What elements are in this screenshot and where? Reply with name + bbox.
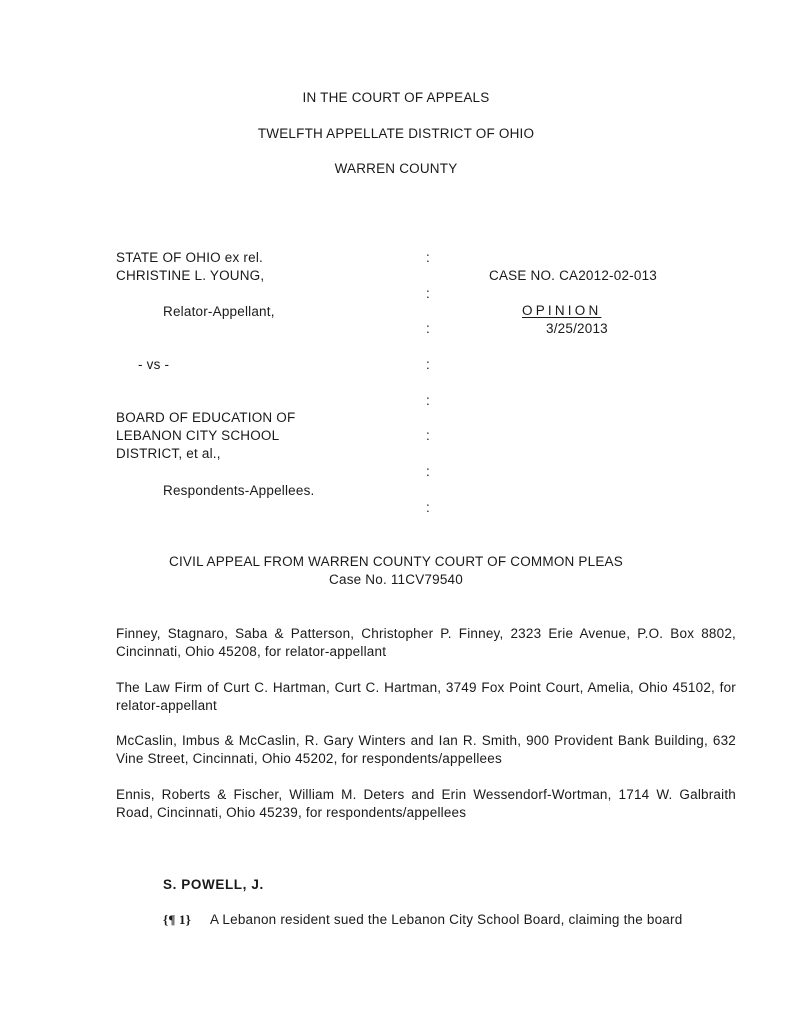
- counsel-entry: McCaslin, Imbus & McCaslin, R. Gary Winters and Ian R. Smith, 900 Provident Bank Building, 632 Vine Street, Cincinnati, Ohio 45202, for respondents/appellees: [116, 733, 736, 766]
- opinion-paragraph-text: A Lebanon resident sued the Lebanon City School Board, claiming the board: [210, 912, 683, 927]
- caption-separator: :: [426, 393, 430, 408]
- caption-separator: :: [426, 321, 430, 336]
- relator-name-line1: STATE OF OHIO ex rel.: [116, 250, 263, 265]
- trial-case-number: Case No. 11CV79540: [329, 572, 463, 587]
- case-number: CASE NO. CA2012-02-013: [489, 268, 657, 283]
- judge-name: S. POWELL, J.: [163, 877, 264, 892]
- opinion-label: OPINION: [522, 303, 602, 318]
- counsel-entry: Finney, Stagnaro, Saba & Patterson, Christopher P. Finney, 2323 Erie Avenue, P.O. Box 8802, Cincinnati, Ohio 45208, for relator-appellant: [116, 626, 736, 659]
- relator-role: Relator-Appellant,: [163, 304, 275, 319]
- caption-separator: :: [426, 500, 430, 515]
- respondent-name-line3: DISTRICT, et al.,: [116, 446, 221, 461]
- versus-label: - vs -: [138, 357, 170, 372]
- appeal-title: CIVIL APPEAL FROM WARREN COUNTY COURT OF COMMON PLEAS: [169, 554, 623, 569]
- respondent-name-line1: BOARD OF EDUCATION OF: [116, 410, 296, 425]
- caption-separator: :: [426, 250, 430, 265]
- respondent-role: Respondents-Appellees.: [163, 483, 315, 498]
- caption-separator: :: [426, 464, 430, 479]
- paragraph-marker: {¶ 1}: [163, 912, 192, 927]
- caption-separator: :: [426, 357, 430, 372]
- opinion-date: 3/25/2013: [546, 321, 608, 336]
- respondent-name-line2: LEBANON CITY SCHOOL: [116, 428, 280, 443]
- counsel-entry: The Law Firm of Curt C. Hartman, Curt C. Hartman, 3749 Fox Point Court, Amelia, Ohio 45102, for relator-appellant: [116, 680, 736, 713]
- relator-name-line2: CHRISTINE L. YOUNG,: [116, 268, 265, 283]
- counsel-entry: Ennis, Roberts & Fischer, William M. Deters and Erin Wessendorf-Wortman, 1714 W. Galbraith Road, Cincinnati, Ohio 45239, for respondents/appellees: [116, 787, 736, 820]
- appellate-district: TWELFTH APPELLATE DISTRICT OF OHIO: [257, 126, 535, 141]
- caption-separator: :: [426, 286, 430, 301]
- caption-separator: :: [426, 428, 430, 443]
- county-name: WARREN COUNTY: [334, 161, 458, 176]
- court-name: IN THE COURT OF APPEALS: [302, 90, 490, 105]
